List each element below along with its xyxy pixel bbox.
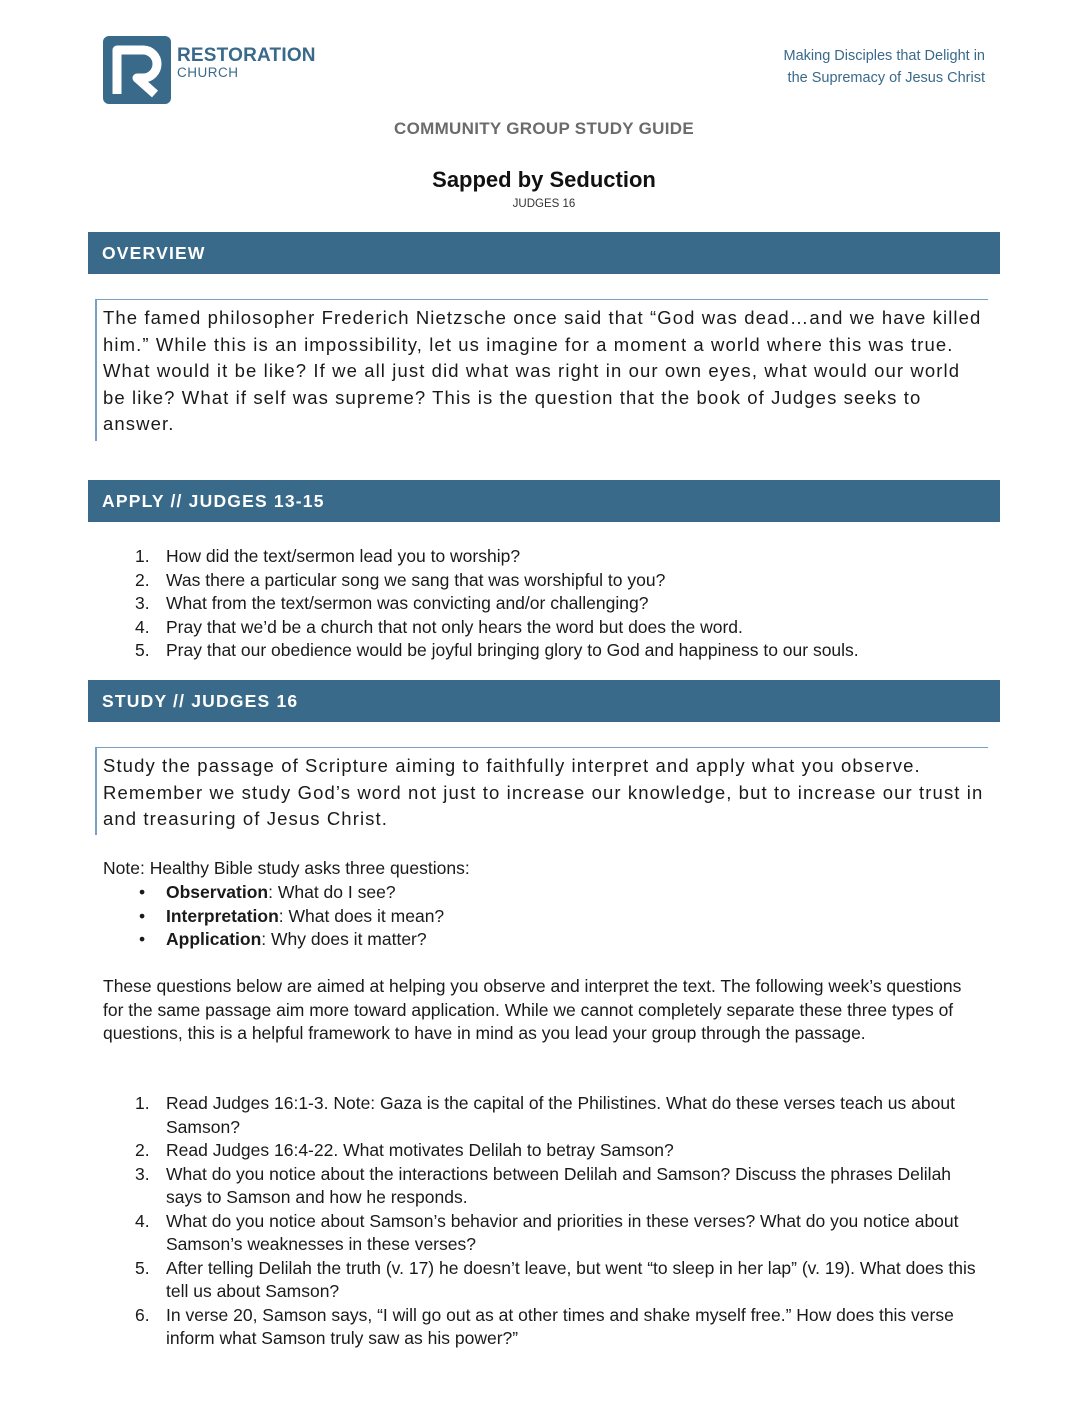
- item-text: What from the text/sermon was convicting and/or challenging?: [166, 593, 649, 613]
- item-text: Was there a particular song we sang that was worshipful to you?: [166, 569, 666, 590]
- study-questions: [103, 1092, 983, 1351]
- apply-list: [103, 545, 859, 663]
- overview-heading: OVERVIEW: [88, 232, 1000, 274]
- bullet-term: Observation: [166, 882, 269, 902]
- item-text: What do you notice about the interactions between Delilah and Samson? Discuss the phrases Delilah says to Samson and how he responds.: [166, 1163, 952, 1207]
- bullet-item: [103, 881, 444, 905]
- item-number: 4.: [135, 616, 150, 637]
- church-logo-text: [177, 46, 316, 80]
- item-text: After telling Delilah the truth (v. 17) he doesn’t leave, but went “to sleep in her lap” (v. 19). What does this tell us about Samson?: [166, 1257, 976, 1301]
- list-item: [103, 1163, 983, 1210]
- tagline: [784, 45, 985, 89]
- item-number: 3.: [135, 593, 150, 613]
- study-paragraph: These questions below are aimed at helping you observe and interpret the text. The following week’s questions for the same passage aim more toward application. While we cannot completely separate these three types of questions, this is a helpful framework to have in mind as you lead your group through the passage.: [103, 976, 962, 1043]
- tagline-line-2: the Supremacy of Jesus Christ: [787, 70, 985, 86]
- page-subtitle: JUDGES 16: [512, 198, 576, 210]
- item-number: 1.: [135, 546, 150, 566]
- item-text: Read Judges 16:1-3. Note: Gaza is the capital of the Philistines. What do these verses teach us about Samson?: [166, 1093, 955, 1137]
- bullet-item: [103, 928, 444, 952]
- study-note: Note: Healthy Bible study asks three questions:: [103, 858, 470, 878]
- item-number: 2.: [135, 569, 150, 590]
- study-heading: STUDY // JUDGES 16: [88, 680, 1000, 722]
- list-item: [103, 1304, 983, 1351]
- bullet-text: : Why does it matter?: [261, 929, 427, 949]
- bullet-dot: •: [139, 929, 146, 949]
- list-item: [103, 569, 859, 593]
- item-number: 5.: [135, 1257, 150, 1278]
- item-text: How did the text/sermon lead you to worship?: [166, 546, 521, 566]
- church-logo-mark: [103, 36, 171, 104]
- logo-sub: CHURCH: [177, 65, 239, 80]
- item-text: Pray that we’d be a church that not only hears the word but does the word.: [166, 616, 743, 637]
- logo-name: RESTORATION: [177, 45, 316, 66]
- item-number: 2.: [135, 1140, 150, 1160]
- overview-callout: The famed philosopher Frederich Nietzsche once said that “God was dead…and we have killed him.” While this is an impossibility, let us imagine for a moment a world where this was true. What would it be like? If we all just did what was right in our own eyes, what would our world be like? What if self was supreme? This is the question that the book of Judges seeks to answer.: [95, 299, 988, 441]
- list-item: [103, 592, 859, 616]
- bullet-dot: •: [139, 905, 146, 926]
- item-number: 1.: [135, 1093, 150, 1113]
- bullet-term: Application: [166, 929, 262, 949]
- item-text: In verse 20, Samson says, “I will go out as at other times and shake myself free.” How does this verse inform what Samson truly saw as his power?”: [166, 1304, 954, 1348]
- item-number: 3.: [135, 1163, 150, 1184]
- item-number: 4.: [135, 1210, 150, 1231]
- item-text: Read Judges 16:4-22. What motivates Delilah to betray Samson?: [166, 1140, 674, 1160]
- bullet-text: : What does it mean?: [278, 905, 445, 926]
- r-logo-icon: [103, 36, 171, 104]
- item-number: 6.: [135, 1304, 150, 1325]
- study-bullets: [103, 881, 444, 952]
- list-item: [103, 1257, 983, 1304]
- study-callout: Study the passage of Scripture aiming to faithfully interpret and apply what you observe. Remember we study God’s word not just to increase our knowledge, but to increase our trust in and treasuring of Jesus Christ.: [95, 747, 988, 835]
- list-item: [103, 1139, 983, 1163]
- list-item: [103, 1092, 983, 1139]
- guide-label: COMMUNITY GROUP STUDY GUIDE: [394, 119, 694, 138]
- bullet-text: : What do I see?: [268, 882, 396, 902]
- bullet-term: Interpretation: [166, 905, 279, 926]
- item-text: What do you notice about Samson’s behavior and priorities in these verses? What do you notice about Samson’s weaknesses in these verses?: [166, 1210, 959, 1254]
- list-item: [103, 639, 859, 663]
- item-number: 5.: [135, 640, 150, 660]
- tagline-line-1: Making Disciples that Delight in: [783, 48, 985, 64]
- list-item: [103, 545, 859, 569]
- list-item: [103, 616, 859, 640]
- page-title: Sapped by Seduction: [432, 167, 656, 192]
- bullet-item: [103, 905, 444, 929]
- apply-heading: APPLY // JUDGES 13-15: [88, 480, 1000, 522]
- bullet-dot: •: [139, 882, 146, 902]
- item-text: Pray that our obedience would be joyful bringing glory to God and happiness to our souls.: [166, 640, 859, 660]
- list-item: [103, 1210, 983, 1257]
